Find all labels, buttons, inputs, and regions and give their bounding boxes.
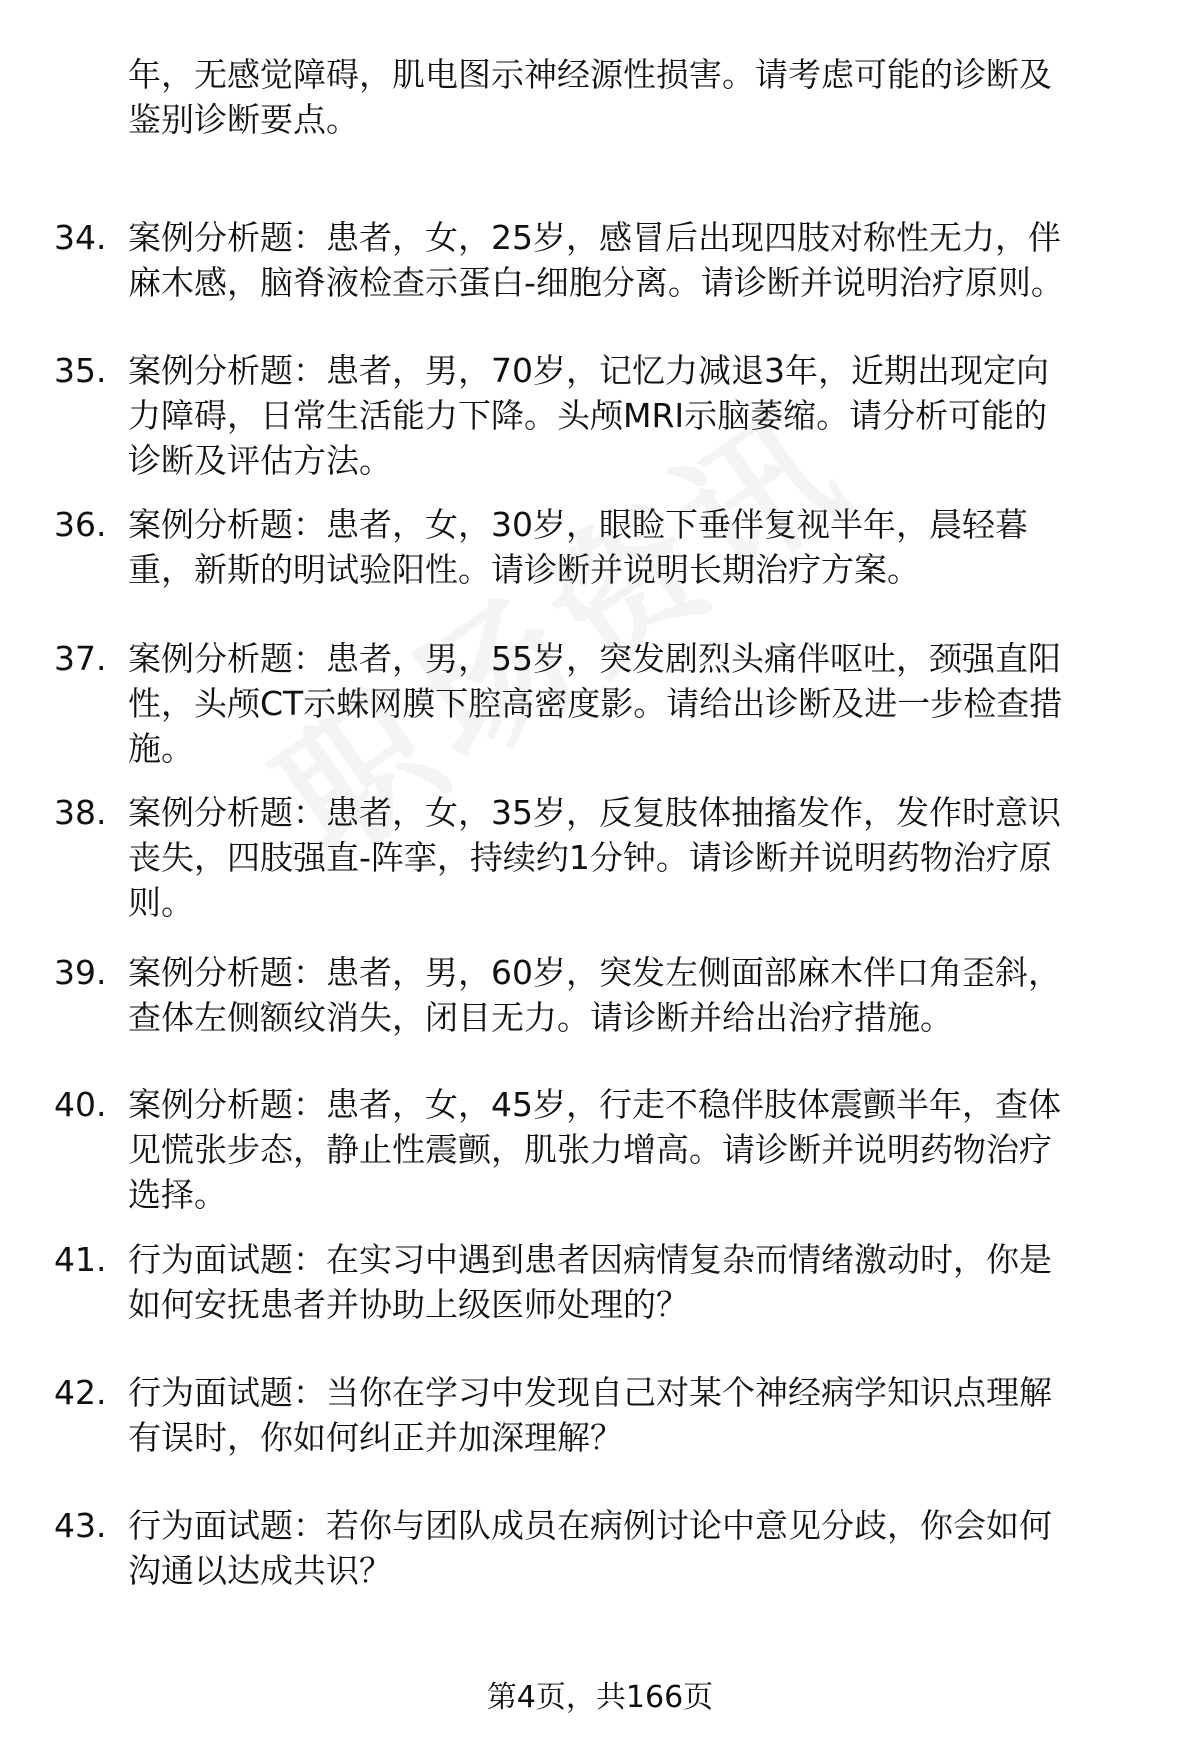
question-text — [128, 1503, 1148, 1593]
question-text — [128, 790, 1148, 925]
question-text — [128, 636, 1148, 771]
text-line: 案例分析题：患者，男，60岁，突发左侧面部麻木伴口角歪斜， — [128, 953, 1061, 992]
text-line: 选择。 — [128, 1175, 227, 1214]
text-line: 案例分析题：患者，男，55岁，突发剧烈头痛伴呕吐，颈强直阳 — [128, 639, 1061, 678]
text-line: 沟通以达成共识？ — [128, 1551, 392, 1590]
text-line: 如何安抚患者并协助上级医师处理的？ — [128, 1285, 689, 1324]
text-line: 案例分析题：患者，女，45岁，行走不稳伴肢体震颤半年，查体 — [128, 1085, 1061, 1124]
text-line: 案例分析题：患者，女，25岁，感冒后出现四肢对称性无力，伴 — [128, 218, 1061, 257]
text-line: 见慌张步态，静止性震颤，肌张力增高。请诊断并说明药物治疗 — [128, 1130, 1052, 1169]
question-text — [128, 1237, 1148, 1327]
text-line: 鉴别诊断要点。 — [128, 100, 359, 139]
text-line: 麻木感，脑脊液检查示蛋白-细胞分离。请诊断并说明治疗原则。 — [128, 263, 1064, 302]
question-text — [128, 1370, 1148, 1460]
question-text — [128, 348, 1148, 483]
question-number: 41. — [54, 1240, 107, 1279]
question-number: 40. — [54, 1085, 107, 1124]
text-line: 行为面试题：当你在学习中发现自己对某个神经病学知识点理解 — [128, 1373, 1052, 1412]
text-line: 行为面试题：在实习中遇到患者因病情复杂而情绪激动时，你是 — [128, 1240, 1052, 1279]
text-line: 有误时，你如何纠正并加深理解？ — [128, 1418, 623, 1457]
text-line: 行为面试题：若你与团队成员在病例讨论中意见分歧，你会如何 — [128, 1506, 1052, 1545]
question-text — [128, 502, 1148, 592]
text-line: 则。 — [128, 883, 194, 922]
text-line: 丧失，四肢强直-阵挛，持续约1分钟。请诊断并说明药物治疗原 — [128, 838, 1052, 877]
question-number: 36. — [54, 505, 107, 544]
text-line: 诊断及评估方法。 — [128, 441, 392, 480]
text-line: 重，新斯的明试验阳性。请诊断并说明长期治疗方案。 — [128, 550, 920, 589]
text-line: 案例分析题：患者，女，30岁，眼睑下垂伴复视半年，晨轻暮 — [128, 505, 1028, 544]
question-text — [128, 215, 1148, 305]
page-footer: 第4页，共166页 — [486, 1680, 714, 1715]
text-line: 案例分析题：患者，女，35岁，反复肢体抽搐发作，发作时意识 — [128, 793, 1061, 832]
question-text — [128, 950, 1148, 1040]
question-number: 38. — [54, 793, 107, 832]
question-number: 43. — [54, 1506, 107, 1545]
text-line: 查体左侧额纹消失，闭目无力。请诊断并给出治疗措施。 — [128, 998, 953, 1037]
question-number: 37. — [54, 639, 107, 678]
text-line: 年，无感觉障碍，肌电图示神经源性损害。请考虑可能的诊断及 — [128, 55, 1052, 94]
text-line: 施。 — [128, 729, 194, 768]
question-number: 42. — [54, 1373, 107, 1412]
question-text — [128, 1082, 1148, 1217]
continuation-lines — [128, 52, 1148, 142]
question-number: 35. — [54, 351, 107, 390]
question-number: 39. — [54, 953, 107, 992]
text-line: 案例分析题：患者，男，70岁，记忆力减退3年，近期出现定向 — [128, 351, 1049, 390]
text-line: 性，头颅CT示蛛网膜下腔高密度影。请给出诊断及进一步检查措 — [128, 684, 1063, 723]
question-number: 34. — [54, 218, 107, 257]
text-line: 力障碍，日常生活能力下降。头颅MRI示脑萎缩。请分析可能的 — [128, 396, 1048, 435]
